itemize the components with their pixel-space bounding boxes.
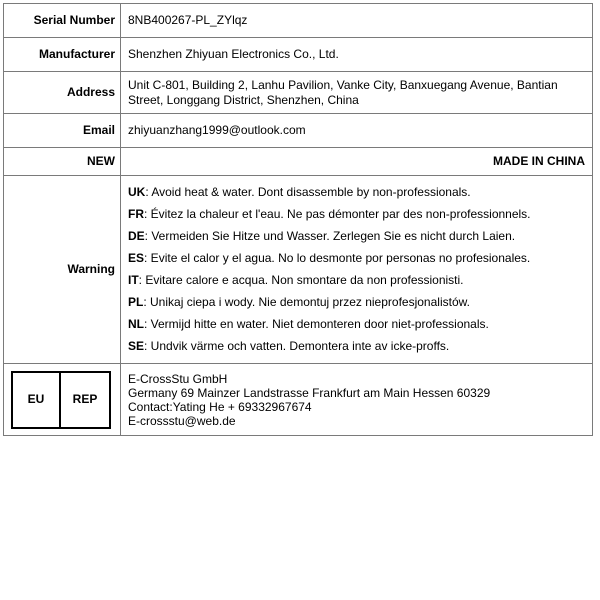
warning-line-de bbox=[128, 229, 586, 244]
language-code: UK bbox=[128, 185, 146, 199]
new-label: NEW bbox=[4, 148, 121, 176]
language-code: ES bbox=[128, 251, 145, 265]
eu-rep-address: Germany 69 Mainzer Landstrasse Frankfurt am Main Hessen 60329 bbox=[128, 385, 491, 400]
manufacturer-label: Manufacturer bbox=[4, 38, 121, 72]
warning-text: : Undvik värme och vatten. Demontera inte av icke-proffs. bbox=[144, 339, 450, 353]
warning-text: : Avoid heat & water. Dont disassemble by non-professionals. bbox=[145, 185, 471, 199]
language-code: IT bbox=[128, 273, 139, 287]
email-row bbox=[4, 114, 593, 148]
product-label-table bbox=[3, 3, 593, 436]
eu-rep-contact: Contact:Yating He + 69332967674 bbox=[128, 399, 312, 414]
warning-text: : Évitez la chaleur et l'eau. Ne pas démonter par des non-professionnels. bbox=[144, 207, 531, 221]
warning-line-nl bbox=[128, 317, 586, 332]
warning-line-fr bbox=[128, 207, 586, 222]
eu-rep-details bbox=[121, 364, 593, 436]
warning-line-se bbox=[128, 339, 586, 354]
warning-line-pl bbox=[128, 295, 586, 310]
warning-text: : Vermeiden Sie Hitze und Wasser. Zerlegen Sie es nicht durch Laien. bbox=[144, 229, 516, 243]
warning-row bbox=[4, 176, 593, 364]
email-value: zhiyuanzhang1999@outlook.com bbox=[121, 114, 593, 148]
address-label: Address bbox=[4, 72, 121, 114]
language-code: SE bbox=[128, 339, 145, 353]
language-code: NL bbox=[128, 317, 144, 331]
warning-label: Warning bbox=[4, 176, 121, 364]
email-label: Email bbox=[4, 114, 121, 148]
warning-text: : Vermijd hitte en water. Niet demonteren door niet-professionals. bbox=[144, 317, 489, 331]
serial-number-row bbox=[4, 4, 593, 38]
eu-rep-email: E-crossstu@web.de bbox=[128, 413, 236, 428]
language-code: PL bbox=[128, 295, 144, 309]
rep-badge: REP bbox=[72, 392, 98, 406]
manufacturer-row bbox=[4, 38, 593, 72]
made-in-value: MADE IN CHINA bbox=[121, 148, 593, 176]
language-code: DE bbox=[128, 229, 145, 243]
warning-line-it bbox=[128, 273, 586, 288]
serial-number-label: Serial Number bbox=[4, 4, 121, 38]
address-value: Unit C-801, Building 2, Lanhu Pavilion, Vanke City, Banxuegang Avenue, Bantian Street, Longgang District, Shenzhen, China bbox=[121, 72, 593, 114]
eu-rep-symbol-wrap bbox=[4, 371, 120, 429]
warning-line-es bbox=[128, 251, 586, 266]
manufacturer-value: Shenzhen Zhiyuan Electronics Co., Ltd. bbox=[121, 38, 593, 72]
warning-text: : Evitare calore e acqua. Non smontare da non professionisti. bbox=[138, 273, 464, 287]
language-code: FR bbox=[128, 207, 144, 221]
eu-rep-symbol-cell bbox=[4, 364, 121, 436]
eu-badge: EU bbox=[13, 373, 61, 427]
origin-row bbox=[4, 148, 593, 176]
eu-rep-company: E-CrossStu GmbH bbox=[128, 371, 228, 386]
eu-rep-row bbox=[4, 364, 593, 436]
warning-text: : Evite el calor y el agua. No lo desmonte por personas no profesionales. bbox=[144, 251, 531, 265]
serial-number-value: 8NB400267-PL_ZYlqz bbox=[121, 4, 593, 38]
address-row bbox=[4, 72, 593, 114]
warning-text: : Unikaj ciepa i wody. Nie demontuj przez nieprofesjonalistów. bbox=[143, 295, 470, 309]
eu-rep-icon bbox=[11, 371, 111, 429]
warning-text-block bbox=[121, 176, 593, 364]
warning-line-uk bbox=[128, 185, 586, 200]
